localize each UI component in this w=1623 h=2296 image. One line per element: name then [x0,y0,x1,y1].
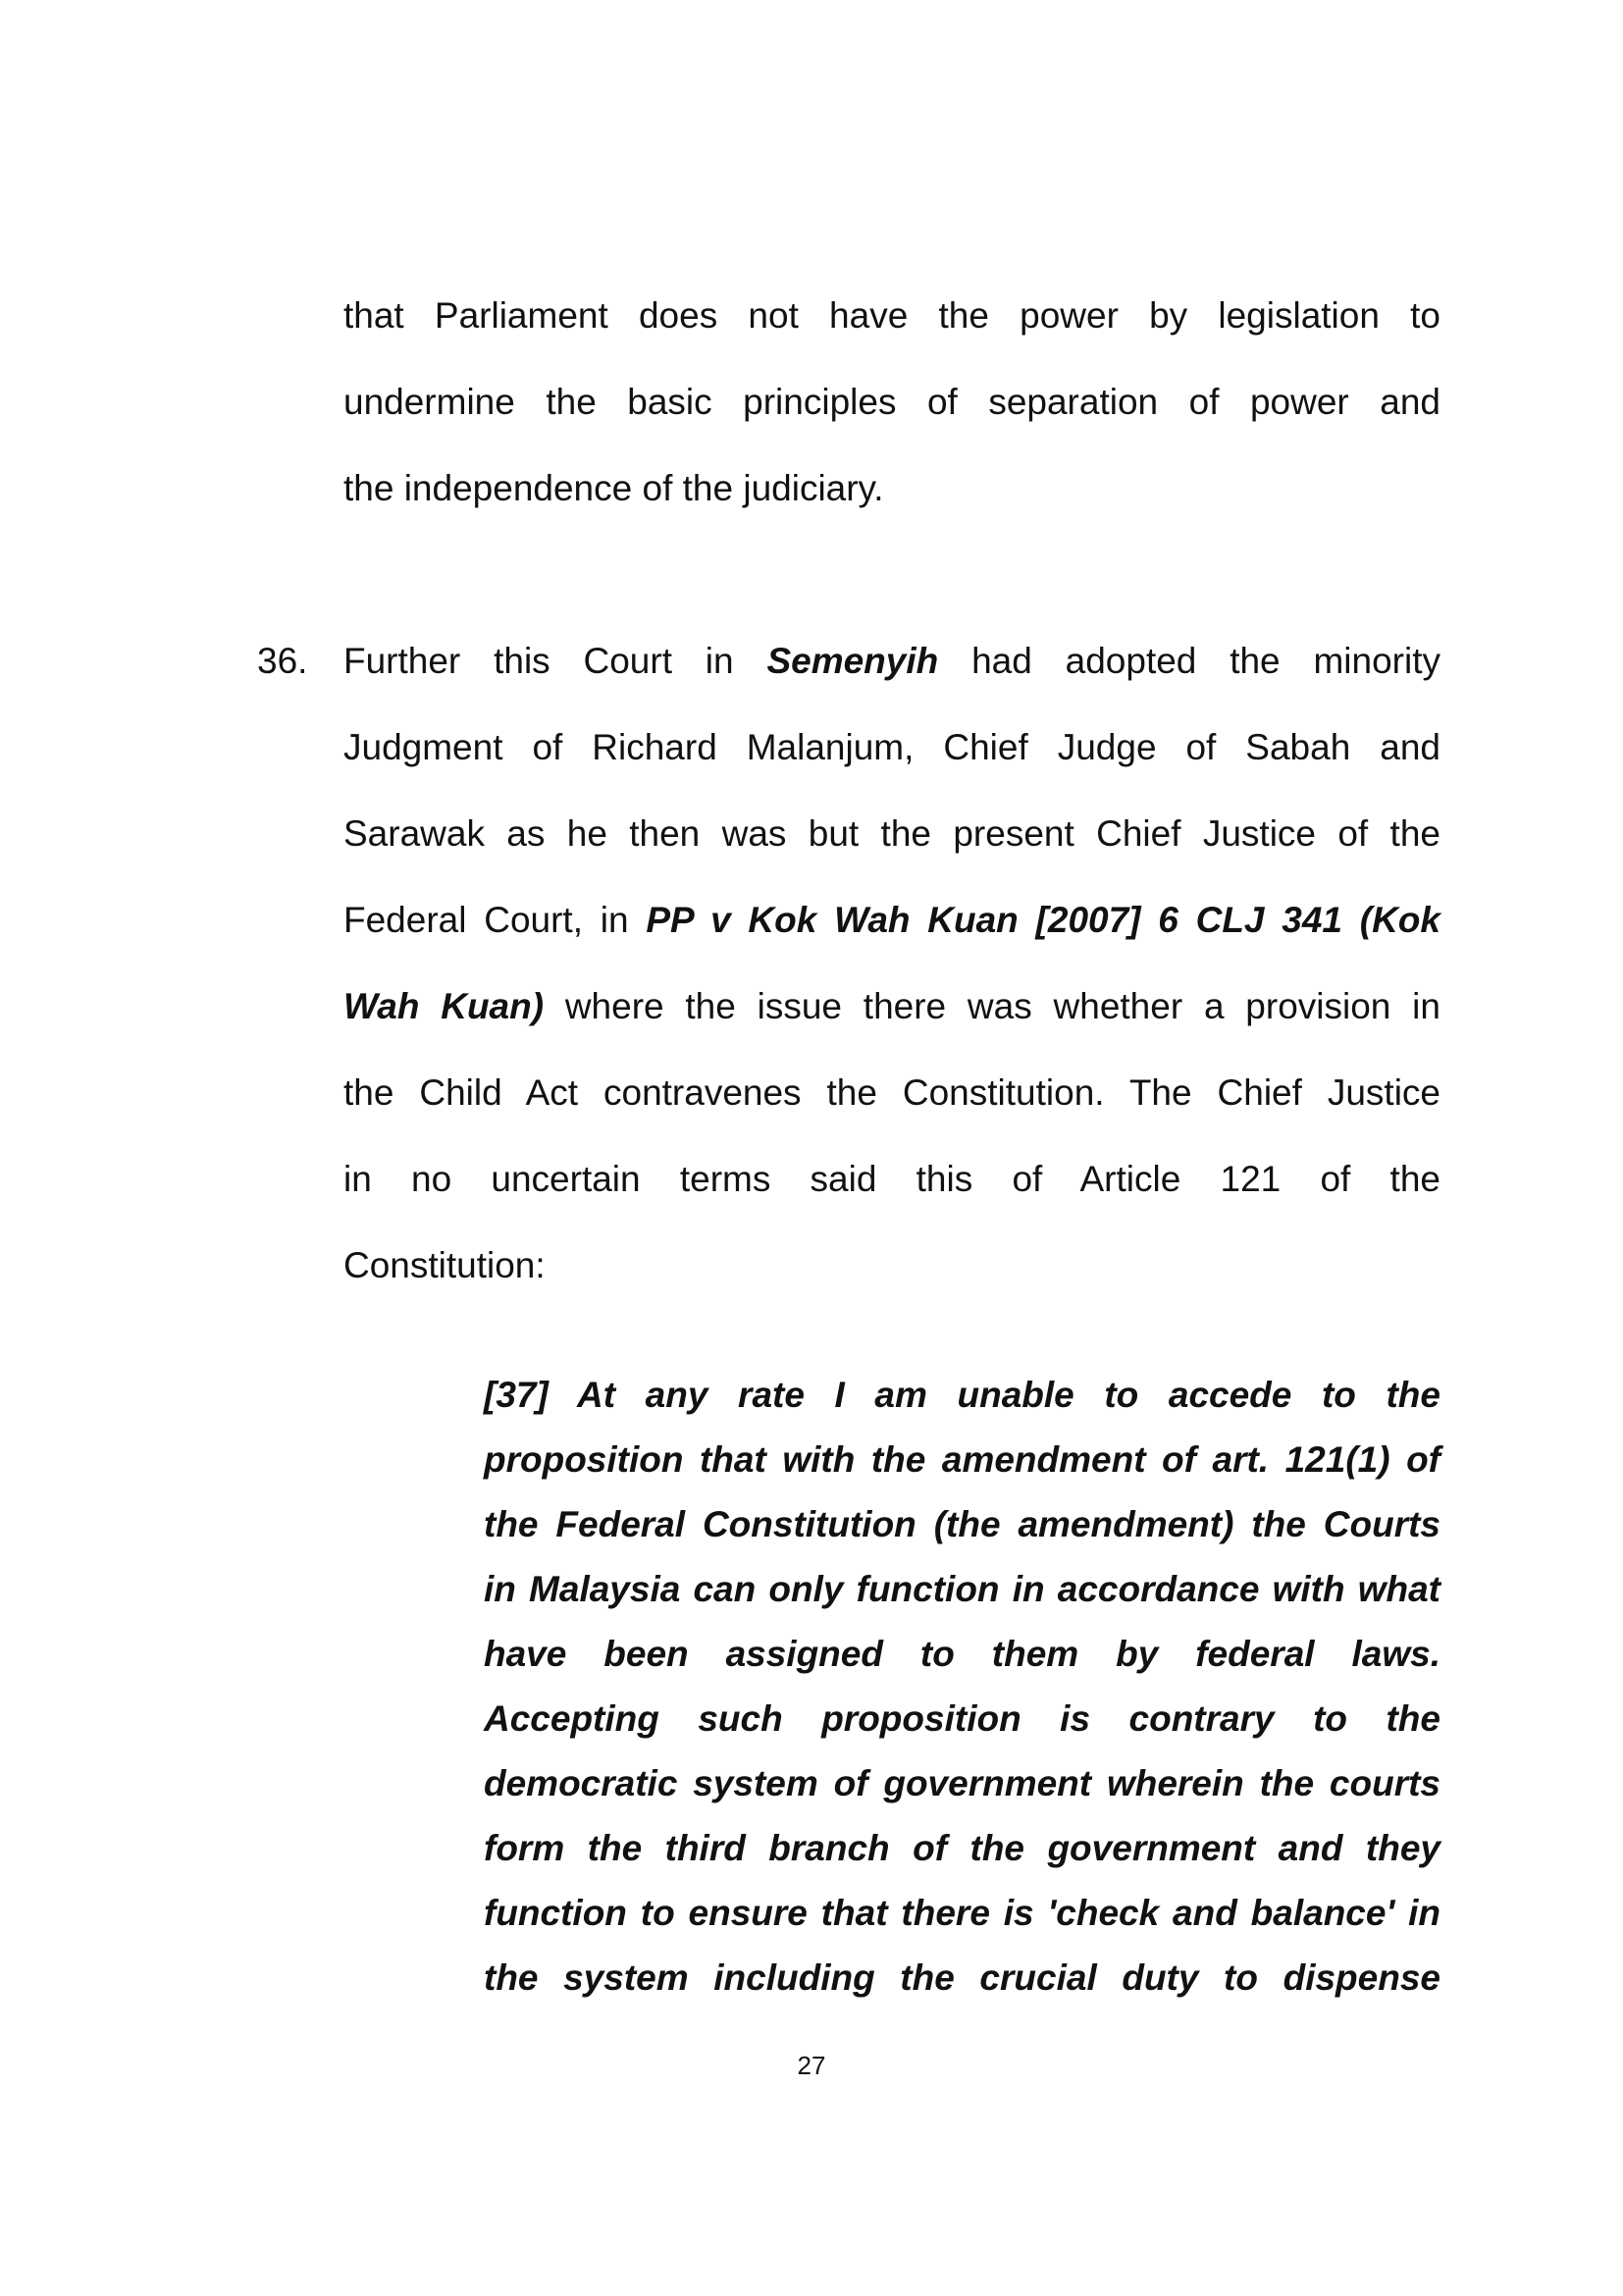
case-name: Semenyih [766,641,939,681]
quote-line: the Federal Constitution (the amendment) the Courts [484,1504,1440,1544]
quote-line: Accepting such proposition is contrary to the [484,1698,1440,1739]
paragraph-number: 36. [257,641,308,681]
text-line: undermine the basic principles of separation of power and [343,382,1440,422]
text-line: the Child Act contravenes the Constitution. The Chief Justice [343,1072,1440,1113]
text-line: Wah Kuan) where the issue there was whether a provision in [343,986,1440,1026]
text-line: Further this Court in Semenyih had adopted the minority [343,641,1440,681]
text-line: Constitution: [343,1245,546,1285]
text-line: Judgment of Richard Malanjum, Chief Judge of Sabah and [343,727,1440,767]
text-line: Federal Court, in PP v Kok Wah Kuan [2007] 6 CLJ 341 (Kok [343,900,1440,940]
case-citation: Wah Kuan) [343,986,545,1026]
quote-line: have been assigned to them by federal laws. [484,1634,1440,1674]
quote-line: democratic system of government wherein the courts [484,1763,1440,1803]
text-line: the independence of the judiciary. [343,468,884,508]
case-citation: PP v Kok Wah Kuan [2007] 6 CLJ 341 (Kok [646,900,1440,940]
quote-line: [37] At any rate I am unable to accede to the [484,1375,1440,1415]
text-line: Sarawak as he then was but the present Chief Justice of the [343,813,1440,854]
quote-line: in Malaysia can only function in accordance with what [484,1569,1440,1609]
text-line: in no uncertain terms said this of Article 121 of the [343,1159,1440,1199]
text-line: that Parliament does not have the power by legislation to [343,295,1440,336]
quote-line: form the third branch of the government and they [484,1828,1440,1868]
quote-line: function to ensure that there is 'check and balance' in [484,1893,1440,1933]
page-number: 27 [797,2051,826,2080]
quote-line: proposition that with the amendment of art. 121(1) of [484,1439,1440,1480]
quote-line: the system including the crucial duty to dispense [484,1957,1440,1998]
